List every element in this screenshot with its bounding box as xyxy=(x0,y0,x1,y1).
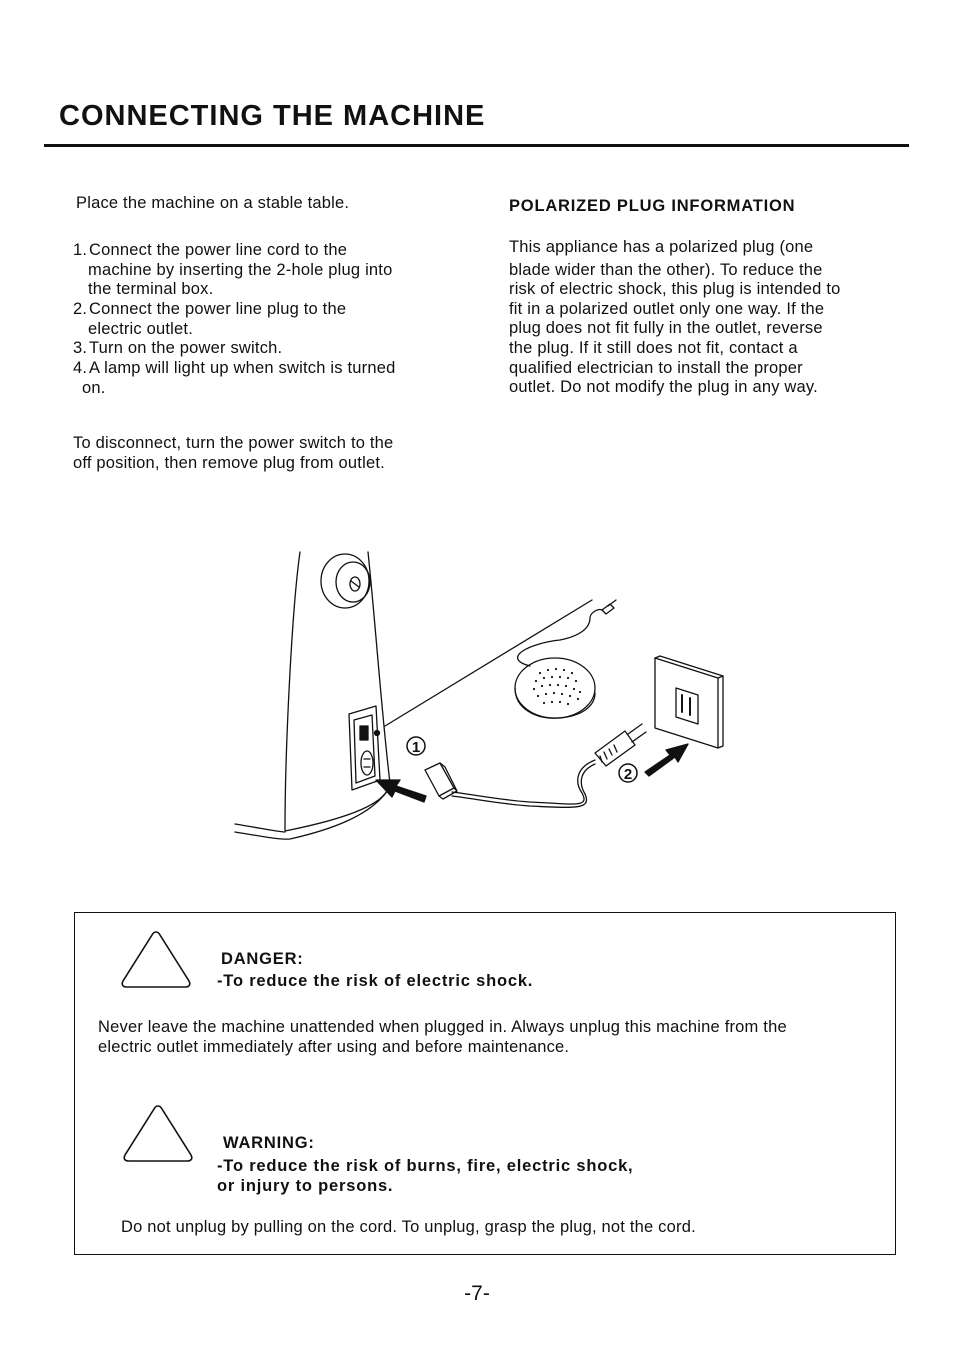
danger-triangle-icon xyxy=(118,928,194,992)
callout-1 xyxy=(407,737,425,756)
arrow-2-icon xyxy=(645,744,688,776)
handwheel xyxy=(321,554,370,608)
power-cord xyxy=(452,760,595,804)
step-2: 2. Connect the power line plug to the electric outlet. xyxy=(73,300,347,338)
page-number: -7- xyxy=(464,1282,490,1305)
title-rule xyxy=(44,144,909,147)
safety-box xyxy=(74,912,896,1255)
danger-label: DANGER: xyxy=(221,950,304,968)
step-4: 4. A lamp will light up when switch is turned on. xyxy=(73,359,396,397)
step-3: 3. Turn on the power switch. xyxy=(73,339,283,357)
polarized-body: This appliance has a polarized plug (one blade wider than the other). To reduce the risk of electric shock, this plug is intended to fit in a polarized outlet only one way. If the plug does not fit fully in the outlet, reverse the plug. If it still does not fit, contact a qualified electrician to install the proper outlet. Do not modify the plug in any way. xyxy=(509,238,841,397)
intro-text: Place the machine on a stable table. xyxy=(76,194,350,212)
warning-triangle-icon xyxy=(120,1102,196,1166)
connection-illustration xyxy=(230,548,730,848)
danger-subtitle: -To reduce the risk of electric shock. xyxy=(217,972,534,990)
machine-body xyxy=(235,552,390,839)
arrow-1-icon xyxy=(376,780,426,802)
wall-outlet xyxy=(655,656,723,748)
terminal-box xyxy=(349,706,380,790)
svg-text:2: 2 xyxy=(623,766,633,783)
danger-body: Never leave the machine unattended when plugged in. Always unplug this machine from the electric outlet immediately after using and before maintenance. xyxy=(98,1018,787,1056)
callout-2 xyxy=(619,764,637,783)
leader-line xyxy=(385,600,592,726)
warning-subtitle: -To reduce the risk of burns, fire, electric shock, or injury to persons. xyxy=(217,1157,634,1195)
warning-body: Do not unplug by pulling on the cord. To unplug, grasp the plug, not the cord. xyxy=(121,1218,696,1236)
terminal-connector xyxy=(425,763,457,799)
step-1: 1. Connect the power line cord to the machine by inserting the 2-hole plug into the terminal box. xyxy=(73,241,393,299)
disconnect-text: To disconnect, turn the power switch to the off position, then remove plug from outlet. xyxy=(73,434,394,472)
warning-label: WARNING: xyxy=(223,1134,315,1152)
svg-text:1: 1 xyxy=(411,739,421,756)
foot-controller xyxy=(515,600,616,718)
page-title: CONNECTING THE MACHINE xyxy=(59,100,486,132)
polarized-plug xyxy=(595,724,646,766)
polarized-heading: POLARIZED PLUG INFORMATION xyxy=(509,197,796,215)
